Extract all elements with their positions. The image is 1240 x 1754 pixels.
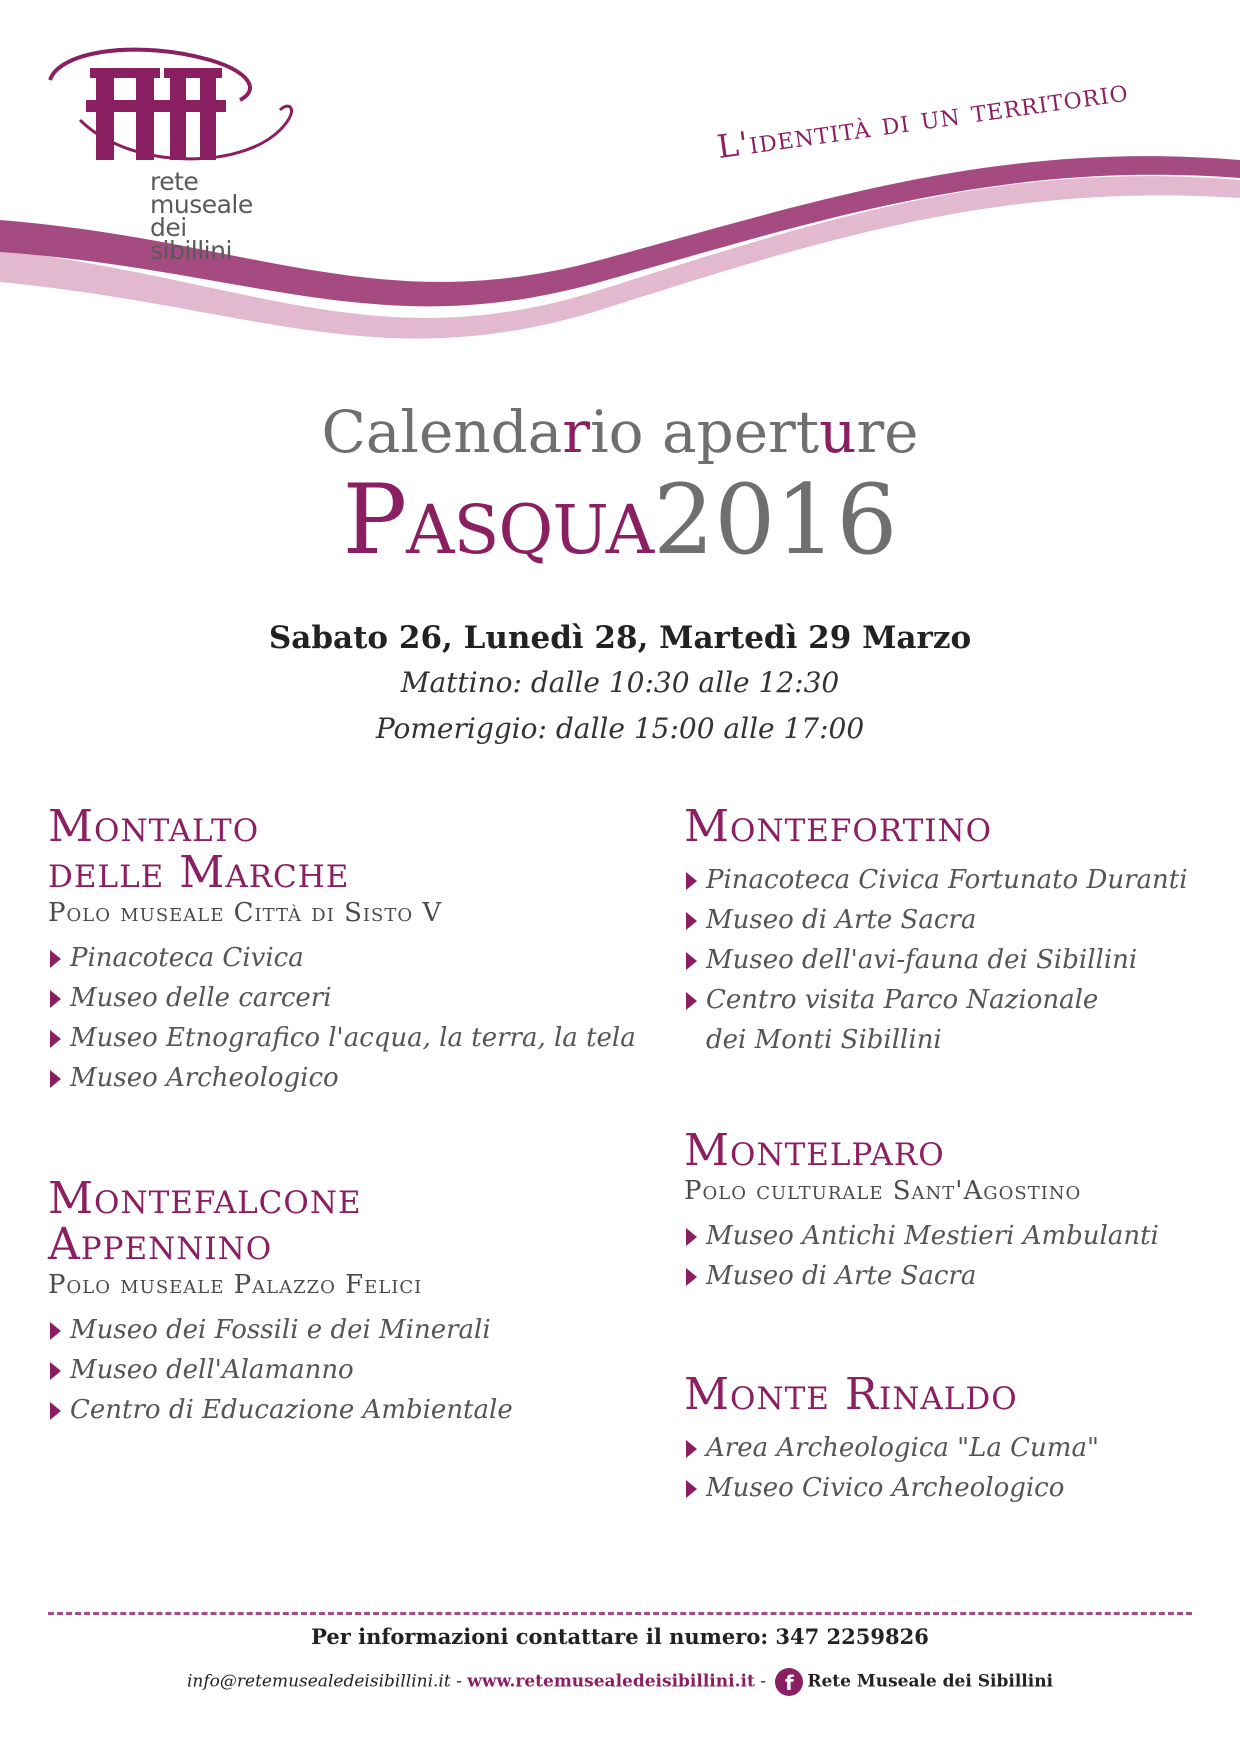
contact-info: Per informazioni contattare il numero: 347 2259826 [311,1624,929,1649]
footer-links [0,1668,1240,1696]
logo-wordmark [150,167,253,265]
venue-montefortino [684,801,1188,1060]
venue-montefalcone [48,1173,513,1430]
facebook-icon[interactable]: f [775,1668,803,1696]
title-accent-letter: u [819,398,857,466]
museum-name: Museo Etnografico l'acqua, la terra, la tela [70,1023,636,1053]
town-name: Montefortino [684,801,993,852]
bullet-triangle-icon [686,952,697,970]
museum-name: Museo dell'Alamanno [70,1355,354,1385]
museum-name: Museo di Arte Sacra [706,905,977,935]
list-item [684,1216,1159,1256]
venue-montelparo [684,1125,1159,1296]
museum-name: Museo Civico Archeologico [706,1473,1065,1503]
list-item [48,938,636,978]
list-item [684,900,1188,940]
bullet-triangle-icon [686,1228,697,1246]
bullet-triangle-icon [50,1402,61,1420]
venue-monterinaldo [684,1369,1099,1508]
museum-name: Pinacoteca Civica Fortunato Duranti [706,865,1188,895]
pasqua-year: 2016 [653,464,898,576]
museum-name: Museo delle carceri [70,983,332,1013]
museum-name: Centro di Educazione Ambientale [70,1395,513,1425]
footer-divider [48,1612,1192,1615]
bullet-triangle-icon [686,912,697,930]
list-item [48,1310,513,1350]
list-item [684,1468,1099,1508]
list-item [48,1018,636,1058]
list-item [48,978,636,1018]
list-item [684,940,1188,980]
museum-name: Area Archeologica "La Cuma" [706,1433,1099,1463]
museum-list [684,860,1188,1060]
bullet-triangle-icon [50,1070,61,1088]
bullet-triangle-icon [686,992,697,1010]
website-link[interactable]: www.retemusealedeisibillini.it [467,1671,755,1692]
tagline: L'identità di un territorio [714,70,1131,166]
polo-name: Polo culturale Sant'Agostino [684,1176,1082,1206]
schedule-dates: Sabato 26, Lunedì 28, Martedì 29 Marzo [268,620,972,656]
title-part: io apert [590,398,820,466]
list-item [684,860,1188,900]
bullet-triangle-icon [50,1030,61,1048]
bullet-triangle-icon [50,990,61,1008]
bullet-triangle-icon [686,1480,697,1498]
polo-name: Polo museale Palazzo Felici [48,1270,423,1300]
title-part: re [856,398,919,466]
museum-list [684,1428,1099,1508]
venue-montalto [48,801,636,1098]
museum-name: Museo dell'avi-fauna dei Sibillini [706,945,1138,975]
schedule-afternoon: Pomeriggio: dalle 15:00 alle 17:00 [375,712,865,745]
facebook-page-name[interactable]: Rete Museale dei Sibillini [807,1671,1054,1692]
separator: - [754,1671,772,1692]
schedule-morning: Mattino: dalle 10:30 alle 12:30 [400,666,840,699]
museum-list [684,1216,1159,1296]
list-item [48,1058,636,1098]
pasqua-word: Pasqua [342,464,654,576]
town-name: delle Marche [48,847,350,898]
logo-line: museale [150,190,253,219]
email-link[interactable]: info@retemusealedeisibillini.it [186,1671,451,1692]
bullet-triangle-icon [50,950,61,968]
town-name: Montalto [48,801,260,852]
title-part: Calenda [321,398,563,466]
bullet-triangle-icon [50,1362,61,1380]
museum-name: Museo Archeologico [70,1063,339,1093]
list-item [684,1256,1159,1296]
title-calendario [0,398,1240,466]
list-item [48,1390,513,1430]
title-accent-letter: r [562,398,591,466]
bullet-triangle-icon [686,1440,697,1458]
bullet-triangle-icon [686,1268,697,1286]
town-name: Montelparo [684,1125,945,1176]
museum-list [48,938,636,1098]
town-name: Montefalcone [48,1173,362,1224]
museum-list [48,1310,513,1430]
museum-name: Museo Antichi Mestieri Ambulanti [706,1221,1159,1251]
bullet-triangle-icon [686,872,697,890]
town-name: Appennino [48,1219,273,1270]
title-pasqua [0,465,1240,575]
museum-name-continuation: dei Monti Sibillini [706,1025,942,1055]
list-item [684,980,1188,1060]
bullet-triangle-icon [50,1322,61,1340]
logo-line: rete [150,167,199,196]
list-item [684,1428,1099,1468]
museum-name: Museo dei Fossili e dei Minerali [70,1315,491,1345]
town-name: Monte Rinaldo [684,1369,1018,1420]
list-item [48,1350,513,1390]
polo-name: Polo museale Città di Sisto V [48,898,443,928]
separator: - [450,1671,468,1692]
museum-name: Centro visita Parco Nazionale [706,985,1099,1015]
logo-line: dei [150,213,187,242]
museum-name: Pinacoteca Civica [70,943,304,973]
museum-name: Museo di Arte Sacra [706,1261,977,1291]
logo-line: sibillini [150,236,232,265]
